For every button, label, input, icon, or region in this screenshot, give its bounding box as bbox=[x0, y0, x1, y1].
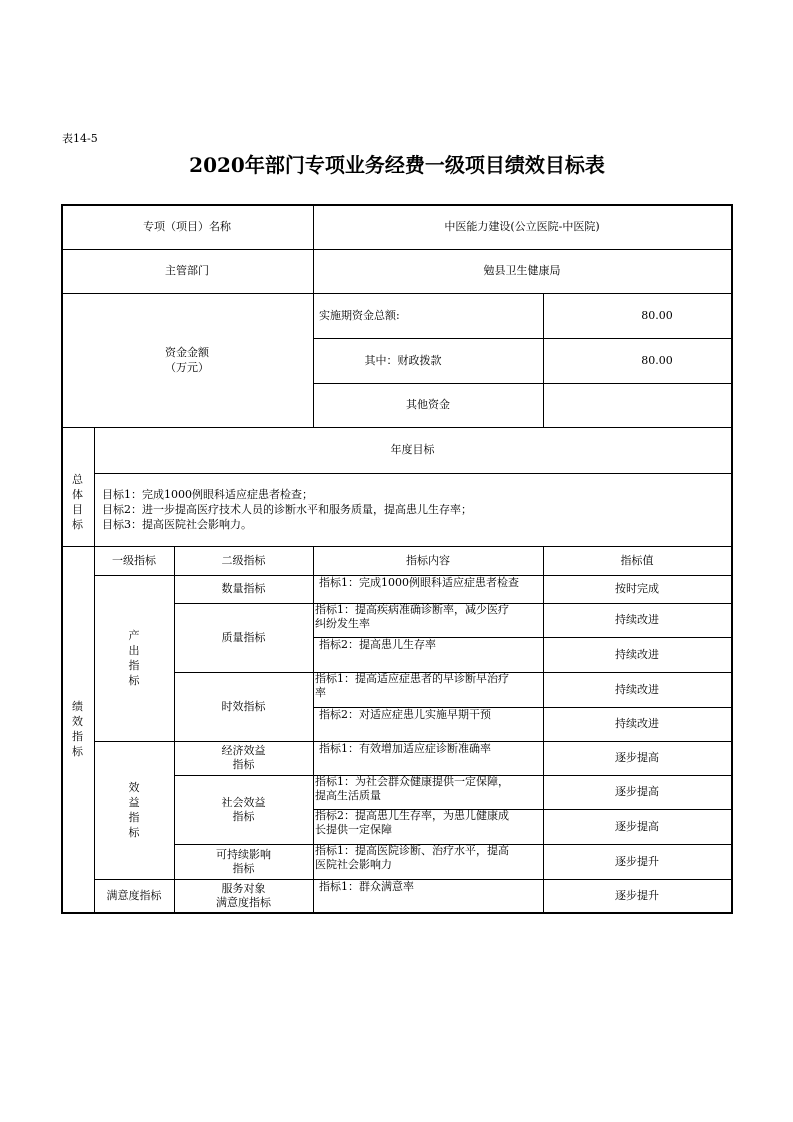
content-line: 指标1：有效增加适应症诊断准确率 bbox=[319, 742, 491, 755]
funds-label bbox=[61, 293, 313, 427]
indicator-value: 逐步提高 bbox=[615, 819, 659, 833]
benefit-char: 指 bbox=[128, 811, 140, 824]
content-line: 指标1：提高医院诊断、治疗水平，提高 bbox=[315, 844, 509, 857]
overall-goal-char: 标 bbox=[72, 517, 83, 531]
service-line: 服务对象 bbox=[221, 881, 266, 895]
economic-line: 经济效益 bbox=[221, 744, 266, 757]
quality-indicator: 质量指标 bbox=[221, 630, 266, 644]
content-line: 指标1：完成1000例眼科适应症患者检查 bbox=[319, 576, 519, 589]
service-line: 满意度指标 bbox=[216, 895, 271, 909]
indicator-value: 逐步提高 bbox=[615, 751, 659, 764]
output-char: 指 bbox=[128, 659, 140, 672]
quantity-indicator: 数量指标 bbox=[221, 582, 266, 595]
indicator-content bbox=[313, 637, 543, 672]
timeliness-indicator: 时效指标 bbox=[221, 699, 266, 713]
indicator-value: 持续改进 bbox=[615, 717, 659, 730]
department-value: 勉县卫生健康局 bbox=[483, 264, 561, 277]
header-content: 指标内容 bbox=[406, 553, 450, 567]
performance-char: 标 bbox=[72, 745, 83, 758]
social-benefit-indicator bbox=[174, 775, 313, 844]
annual-goal-label: 年度目标 bbox=[390, 443, 435, 456]
economic-line: 指标 bbox=[232, 758, 255, 771]
benefit-char: 益 bbox=[128, 796, 140, 809]
benefit-indicator-label bbox=[94, 741, 174, 879]
social-line: 社会效益 bbox=[221, 795, 266, 809]
indicator-value: 持续改进 bbox=[615, 613, 659, 626]
performance-char: 指 bbox=[72, 730, 83, 743]
funds-total-value: 80.00 bbox=[641, 308, 673, 322]
benefit-char: 效 bbox=[128, 781, 140, 794]
output-char: 出 bbox=[128, 644, 140, 657]
content-line: 指标2：提高患儿生存率 bbox=[319, 638, 436, 651]
overall-goal-label bbox=[61, 427, 94, 546]
indicator-value: 按时完成 bbox=[615, 582, 659, 595]
funds-label-line2: （万元） bbox=[165, 361, 209, 374]
indicator-content bbox=[313, 879, 543, 912]
benefit-char: 标 bbox=[128, 826, 140, 839]
content-line: 指标1：为社会群众健康提供一定保障， bbox=[315, 775, 509, 788]
satisfaction-indicator-label: 满意度指标 bbox=[106, 888, 162, 902]
overall-goal-char: 体 bbox=[72, 487, 83, 501]
social-line: 指标 bbox=[232, 809, 255, 823]
indicator-content bbox=[313, 603, 543, 637]
overall-goal-char: 总 bbox=[72, 472, 83, 486]
content-line: 指标1：提高适应症患者的早诊断早治疗 bbox=[315, 672, 509, 685]
funds-fiscal-value: 80.00 bbox=[641, 353, 673, 367]
indicator-content bbox=[313, 672, 543, 707]
indicator-content bbox=[313, 775, 543, 809]
indicator-content bbox=[313, 575, 543, 603]
content-line: 纠纷发生率 bbox=[315, 617, 370, 630]
indicator-value: 持续改进 bbox=[615, 647, 659, 661]
sustainable-impact-indicator bbox=[174, 844, 313, 879]
content-line: 提高生活质量 bbox=[315, 789, 381, 802]
funds-other-label: 其他资金 bbox=[406, 398, 450, 411]
performance-indicator-label bbox=[61, 546, 94, 912]
content-line: 长提供一定保障 bbox=[315, 823, 392, 836]
indicator-value: 持续改进 bbox=[615, 682, 659, 696]
project-name-value: 中医能力建设(公立医院-中医院) bbox=[444, 220, 600, 233]
page-title: 2020年部门专项业务经费一级项目绩效目标表 bbox=[189, 153, 605, 177]
indicator-value: 逐步提升 bbox=[615, 888, 659, 902]
indicator-value: 逐步提高 bbox=[615, 785, 659, 798]
header-value: 指标值 bbox=[620, 553, 654, 567]
indicator-content bbox=[313, 844, 543, 879]
project-name-label: 专项（项目）名称 bbox=[143, 220, 231, 233]
header-level2: 二级指标 bbox=[221, 553, 266, 567]
output-char: 标 bbox=[128, 674, 140, 687]
indicator-content bbox=[313, 809, 543, 844]
funds-label-line1: 资金金额 bbox=[165, 346, 209, 359]
sustainable-line: 可持续影响 bbox=[216, 847, 271, 861]
output-char: 产 bbox=[128, 629, 140, 642]
goal-line: 目标2：进一步提高医疗技术人员的诊断水平和服务质量，提高患儿生存率； bbox=[102, 503, 472, 516]
indicator-content bbox=[313, 741, 543, 775]
table-number: 表14-5 bbox=[62, 132, 98, 145]
content-line: 指标1：提高疾病准确诊断率，减少医疗 bbox=[315, 603, 509, 616]
overall-goal-char: 目 bbox=[72, 502, 83, 516]
header-level1: 一级指标 bbox=[112, 553, 156, 567]
output-indicator-label bbox=[94, 575, 174, 741]
performance-char: 绩 bbox=[72, 700, 83, 713]
content-line: 医院社会影响力 bbox=[315, 858, 392, 871]
sustainable-line: 指标 bbox=[232, 861, 255, 875]
economic-benefit-indicator bbox=[174, 741, 313, 775]
funds-other-value bbox=[543, 383, 731, 427]
content-line: 指标1：群众满意率 bbox=[319, 880, 414, 893]
service-satisfaction-indicator bbox=[174, 879, 313, 912]
indicator-value: 逐步提升 bbox=[615, 854, 659, 868]
goal-line: 目标1：完成1000例眼科适应症患者检查； bbox=[102, 488, 313, 501]
funds-fiscal-label: 其中：财政拨款 bbox=[364, 353, 442, 367]
funds-total-label: 实施期资金总额: bbox=[319, 308, 400, 322]
annual-goals-text bbox=[102, 487, 472, 532]
goal-line: 目标3：提高医院社会影响力。 bbox=[102, 518, 252, 531]
content-line: 率 bbox=[315, 686, 326, 699]
indicator-content bbox=[313, 707, 543, 741]
content-line: 指标2：提高患儿生存率，为患儿健康成 bbox=[315, 809, 509, 822]
performance-char: 效 bbox=[72, 715, 83, 728]
department-label: 主管部门 bbox=[165, 264, 209, 277]
content-line: 指标2：对适应症患儿实施早期干预 bbox=[319, 708, 491, 721]
